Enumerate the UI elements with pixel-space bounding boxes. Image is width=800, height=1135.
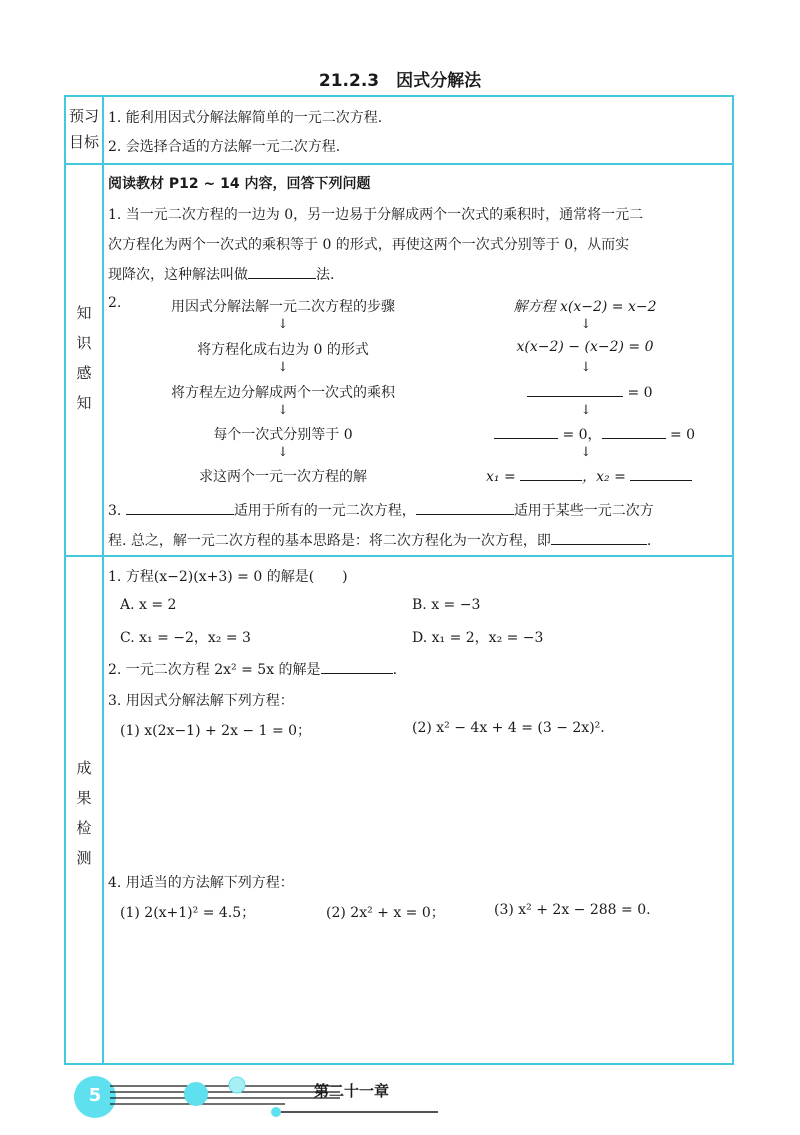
check-q3: 3. 用因式分解法解下列方程： (108, 693, 294, 709)
down-arrow-icon: ↓ (277, 403, 289, 418)
check-q3-part: (2) x² − 4x + 4 = (3 − 2x)². (412, 720, 605, 736)
check-label-char: 检 (76, 819, 92, 837)
down-arrow-icon: ↓ (580, 360, 592, 375)
section-divider (64, 163, 734, 165)
flow-step-right-eq: ，x₂ = (582, 469, 626, 485)
answer-blank[interactable] (126, 500, 234, 515)
option-a: A. x = 2 (120, 597, 177, 613)
check-q2 (108, 659, 397, 679)
answer-blank[interactable] (602, 424, 666, 439)
reading-heading: 阅读教材 P12 ~ 14 内容，回答下列问题 (108, 176, 371, 192)
option-d: D. x₁ = 2，x₂ = −3 (412, 630, 544, 646)
answer-blank[interactable] (321, 659, 393, 674)
down-arrow-icon: ↓ (580, 445, 592, 460)
chapter-label: 第二十一章 (314, 1082, 390, 1100)
check-label-char: 测 (76, 849, 92, 867)
knowledge-label-char: 知 (76, 394, 92, 412)
down-arrow-icon: ↓ (580, 317, 592, 332)
answer-blank[interactable] (520, 466, 582, 481)
flow-step-left: 每个一次式分别等于 0 (213, 427, 353, 443)
q2-number: 2. (108, 295, 122, 311)
check-q4-part: (1) 2(x+1)² = 4.5； (120, 905, 256, 921)
knowledge-label-char: 知 (76, 304, 92, 322)
goal-item: 1. 能利用因式分解法解简单的一元二次方程. (108, 110, 383, 126)
section-divider (64, 555, 734, 557)
flow-step-right-eq: x₁ = (486, 469, 516, 485)
label-column-divider (102, 95, 104, 1065)
goal-item: 2. 会选择合适的方法解一元二次方程. (108, 139, 341, 155)
q3-number: 3. (108, 503, 122, 519)
flow-step-right-eq: = 0 (627, 385, 653, 401)
q1-text-pre: 现降次，这种解法叫做 (108, 267, 248, 283)
q3-text: 适用于某些一元二次方 (513, 503, 654, 519)
down-arrow-icon: ↓ (580, 403, 592, 418)
check-label (66, 753, 102, 873)
goals-label (66, 103, 102, 155)
check-label-char: 果 (76, 789, 92, 807)
knowledge-label-char: 感 (76, 364, 92, 382)
q1-text-line (108, 264, 334, 284)
check-q2-end: . (392, 662, 398, 678)
answer-blank[interactable] (416, 500, 514, 515)
flow-step-right: x(x−2) − (x−2) = 0 (516, 339, 654, 355)
option-b: B. x = −3 (412, 597, 481, 613)
page-title: 21.2.3 因式分解法 (318, 71, 482, 91)
check-q4-part: (2) 2x² + x = 0； (326, 905, 445, 921)
flow-step-left: 将方程左边分解成两个一次式的乘积 (171, 385, 395, 401)
down-arrow-icon: ↓ (277, 317, 289, 332)
q1-text-post: 法. (316, 267, 335, 283)
q3-text: . (646, 533, 652, 549)
check-q4-part: (3) x² + 2x − 288 = 0. (494, 902, 651, 918)
option-c: C. x₁ = −2，x₂ = 3 (120, 630, 251, 646)
flow-step-right (527, 382, 653, 401)
flow-step-right: 解方程 x(x−2) = x−2 (513, 299, 657, 315)
flow-step-right (494, 424, 695, 444)
answer-blank[interactable] (527, 382, 623, 397)
flow-step-right-eq: = 0， (562, 427, 602, 443)
knowledge-label (66, 298, 102, 418)
goals-label-line: 目标 (68, 133, 99, 151)
answer-blank[interactable] (630, 466, 692, 481)
check-q1: 1. 方程(x−2)(x+3) = 0 的解是( ) (108, 569, 348, 585)
goals-label-line: 预习 (68, 107, 99, 125)
down-arrow-icon: ↓ (277, 360, 289, 375)
answer-blank[interactable] (551, 530, 647, 545)
flow-step-right (486, 466, 692, 486)
down-arrow-icon: ↓ (277, 445, 289, 460)
flow-step-left: 求这两个一元一次方程的解 (199, 469, 367, 485)
check-q4: 4. 用适当的方法解下列方程： (108, 875, 294, 891)
knowledge-label-char: 识 (76, 334, 92, 352)
check-label-char: 成 (76, 759, 92, 777)
q3-text: 程. 总之，解一元二次方程的基本思路是：将二次方程化为一次方程，即 (108, 533, 551, 549)
q3-text-line (108, 500, 654, 520)
check-q2-text: 2. 一元二次方程 2x² = 5x 的解是 (108, 662, 321, 678)
q3-text-line (108, 530, 651, 550)
q3-text: 适用于所有的一元二次方程， (233, 503, 416, 519)
check-q3-part: (1) x(2x−1) + 2x − 1 = 0； (120, 723, 312, 739)
footer-decoration (110, 1076, 440, 1122)
q1-text-line: 次方程化为两个一次式的乘积等于 0 的形式，再使这两个一次式分别等于 0，从而实 (108, 237, 630, 253)
flow-step-left: 用因式分解法解一元二次方程的步骤 (171, 299, 395, 315)
answer-blank[interactable] (248, 264, 316, 279)
q1-text-line: 1. 当一元二次方程的一边为 0，另一边易于分解成两个一次式的乘积时，通常将一元二 (108, 207, 644, 223)
flow-step-left: 将方程化成右边为 0 的形式 (197, 342, 369, 358)
page-number-badge: 5 (74, 1076, 116, 1118)
answer-blank[interactable] (494, 424, 558, 439)
flow-step-right-eq: = 0 (670, 427, 696, 443)
